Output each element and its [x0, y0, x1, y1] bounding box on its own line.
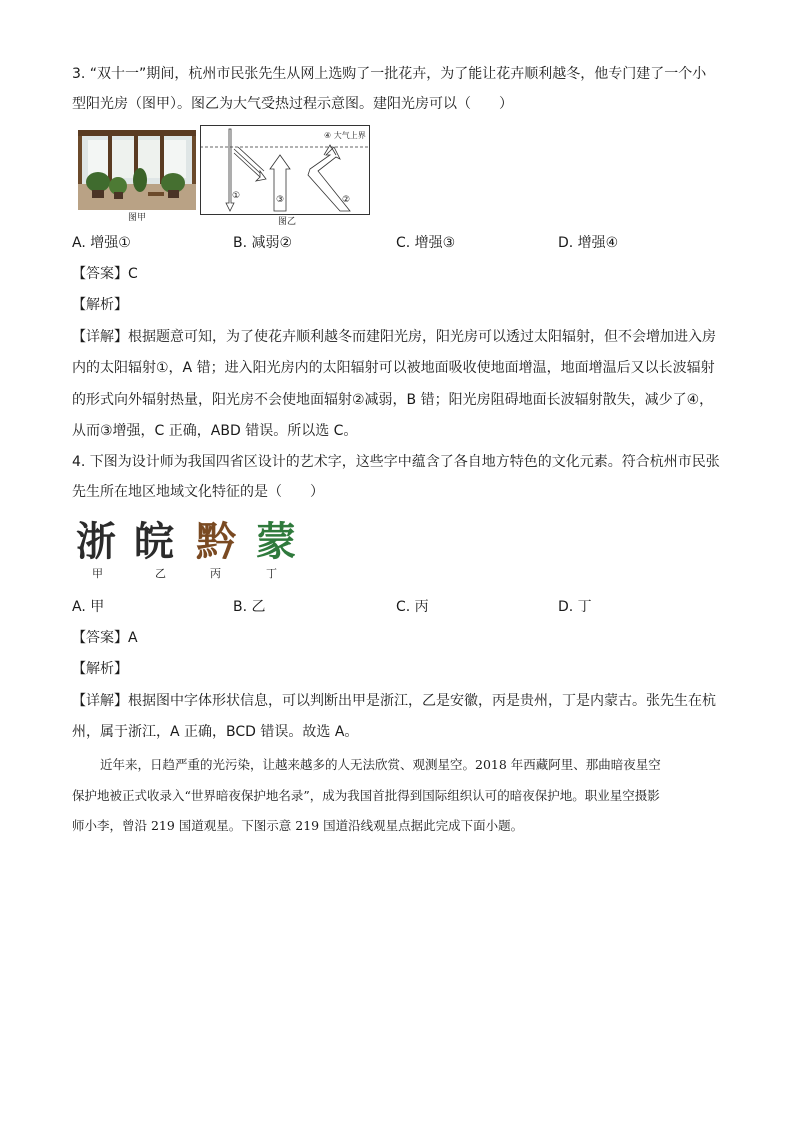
glyph-label-jia: 甲	[92, 567, 103, 580]
diagram-label-3: ③	[276, 195, 285, 205]
q4-option-c: C. 丙	[396, 599, 429, 615]
q4-stem-line1: 4. 下图为设计师为我国四省区设计的艺术字，这些字中蕴含了各自地方特色的文化元素。符合杭州市民张	[72, 454, 720, 470]
q3-option-b: B. 减弱②	[233, 235, 293, 251]
diagram-label-atm-top: ④ 大气上界	[324, 131, 366, 140]
diagram-label-2: ②	[342, 195, 351, 205]
q3-detail-line3: 的形式向外辐射热量，阳光房不会使地面辐射②减弱，B 错；阳光房阻碍地面长波辐射散失，减少了④，	[72, 392, 714, 408]
q4-option-b: B. 乙	[233, 599, 266, 615]
q3-option-a: A. 增强①	[72, 235, 131, 251]
art-char-qian: 黔	[196, 519, 236, 565]
diagram-label-1: ①	[232, 191, 241, 201]
q4-analysis-heading: 【解析】	[72, 661, 128, 677]
q4-option-a: A. 甲	[72, 599, 105, 615]
fig-a-caption: 图甲	[128, 213, 147, 223]
q3-stem-line2: 型阳光房（图甲）。图乙为大气受热过程示意图。建阳光房可以（ ）	[72, 96, 513, 112]
glyph-label-ding: 丁	[266, 567, 277, 580]
passage-line2: 保护地被正式收录入“世界暗夜保护地名录”，成为我国首批得到国际组织认可的暗夜保护地。职业星空摄影	[72, 788, 660, 803]
art-characters	[76, 520, 300, 564]
sunroom-photo	[78, 130, 196, 210]
q3-option-c: C. 增强③	[396, 235, 456, 251]
q3-detail-line4: 从而③增强，C 正确，ABD 错误。所以选 C。	[72, 423, 358, 439]
passage-line1: 近年来，日趋严重的光污染，让越来越多的人无法欣赏、观测星空。2018 年西藏阿里、那曲暗夜星空	[100, 757, 661, 772]
q3-analysis-heading: 【解析】	[72, 297, 128, 313]
art-char-zhe: 浙	[76, 519, 114, 565]
q4-detail-line2: 州，属于浙江，A 正确，BCD 错误。故选 A。	[72, 724, 359, 740]
q3-stem-line1: 3. “双十一”期间，杭州市民张先生从网上选购了一批花卉，为了能让花卉顺利越冬，他专门建了一个小	[72, 66, 707, 82]
q4-answer: 【答案】A	[72, 630, 138, 646]
art-char-meng: 蒙	[256, 519, 296, 565]
art-char-wan: 皖	[134, 519, 174, 565]
q3-option-d: D. 增强④	[558, 235, 619, 251]
passage-line3: 师小李，曾沿 219 国道观星。下图示意 219 国道沿线观星点据此完成下面小题。	[72, 818, 524, 833]
q4-option-d: D. 丁	[558, 599, 592, 615]
q3-answer: 【答案】C	[72, 266, 138, 282]
q4-stem-line2: 先生所在地区地域文化特征的是（ ）	[72, 484, 324, 500]
glyph-label-yi: 乙	[155, 567, 166, 580]
fig-b-caption: 图乙	[278, 217, 297, 227]
atmosphere-heating-diagram	[200, 125, 370, 215]
q3-detail-line1: 【详解】根据题意可知，为了使花卉顺利越冬而建阳光房，阳光房可以透过太阳辐射，但不会增加进入房	[72, 329, 716, 345]
q3-detail-line2: 内的太阳辐射①，A 错；进入阳光房内的太阳辐射可以被地面吸收使地面增温，地面增温后又以长波辐射	[72, 360, 715, 376]
glyph-label-bing: 丙	[210, 567, 221, 580]
q4-detail-line1: 【详解】根据图中字体形状信息，可以判断出甲是浙江，乙是安徽，丙是贵州，丁是内蒙古。张先生在杭	[72, 693, 716, 709]
